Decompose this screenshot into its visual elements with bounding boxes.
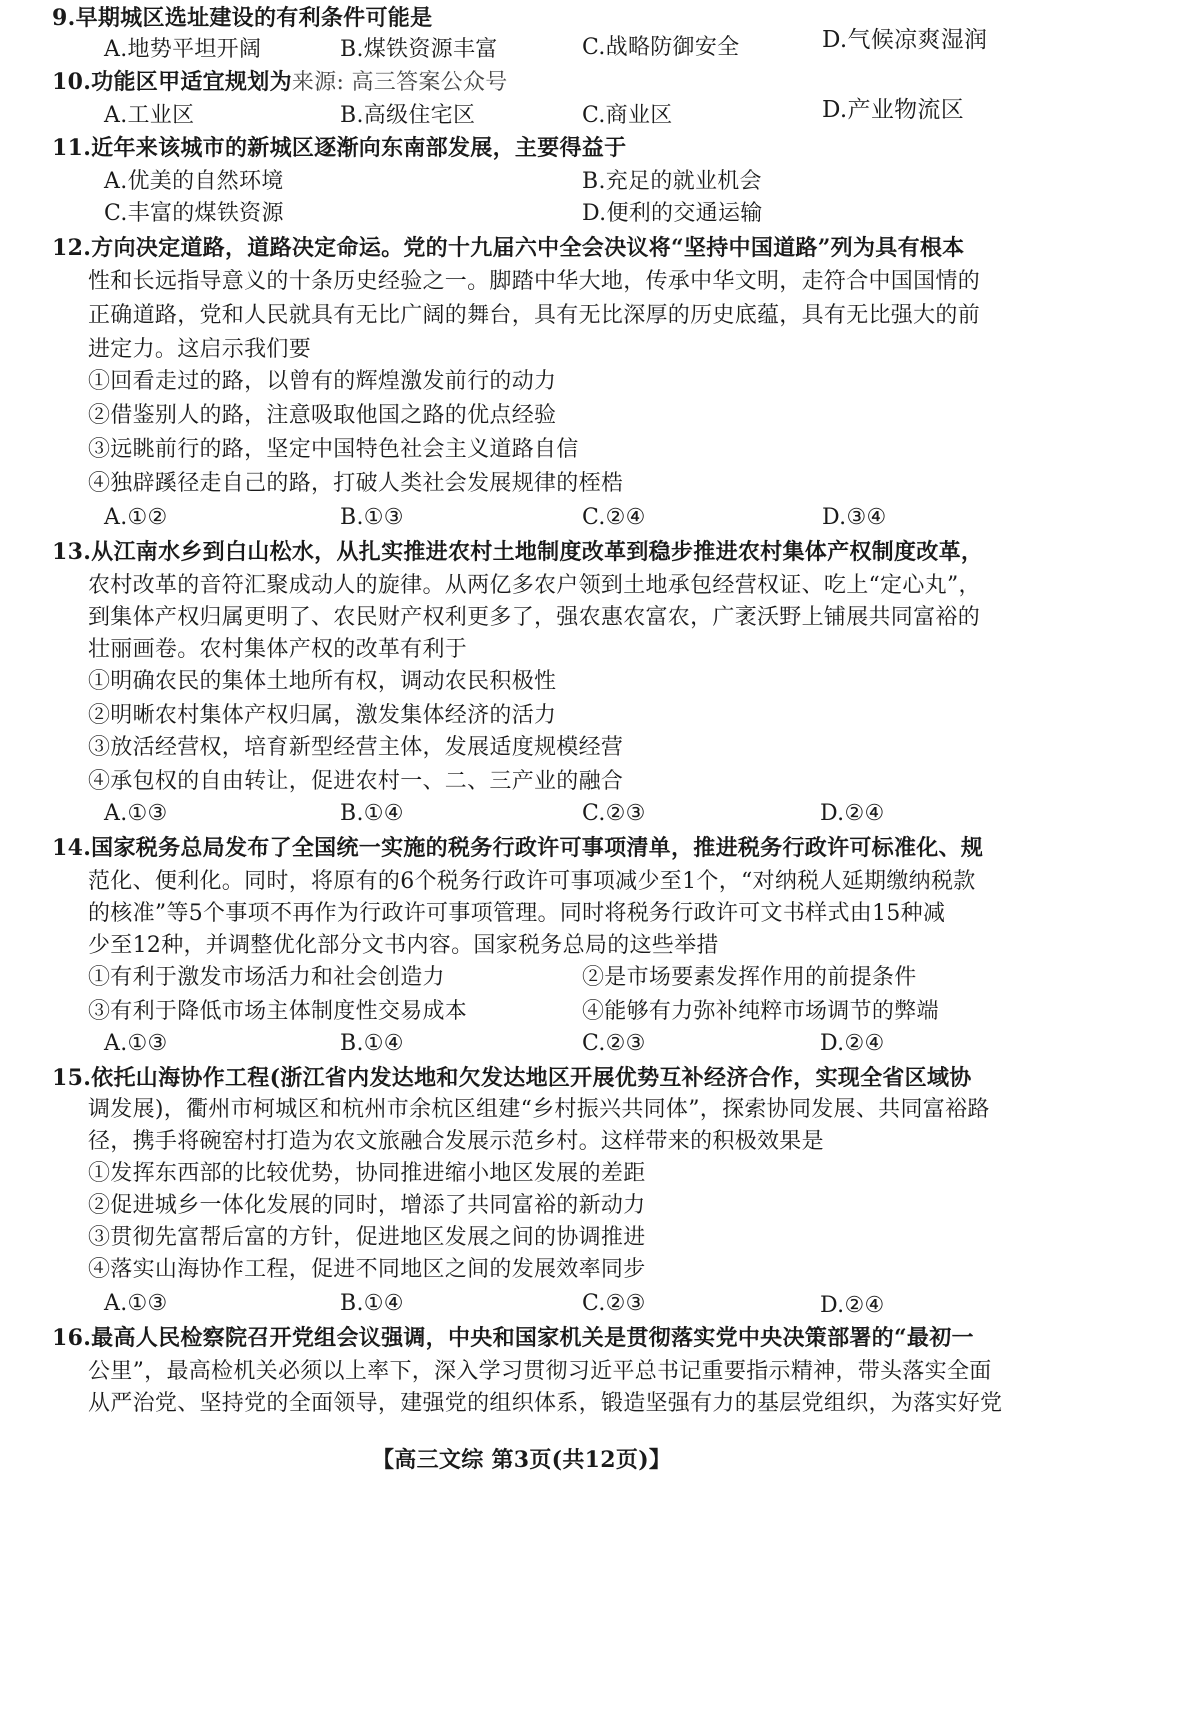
question-9-stem: 9.早期城区选址建设的有利条件可能是 xyxy=(52,5,433,31)
q10-option-b: B.高级住宅区 xyxy=(340,103,476,128)
question-11-stem: 11.近年来该城市的新城区逐渐向东南部发展，主要得益于 xyxy=(52,135,627,161)
q14-option-c: C.②③ xyxy=(582,1031,646,1056)
question-12-stem-line-2: 性和长远指导意义的十条历史经验之一。脚踏中华大地，传承中华文明，走符合中国国情的 xyxy=(88,269,981,294)
q14-option-b: B.①④ xyxy=(340,1031,404,1056)
q14-option-d: D.②④ xyxy=(820,1031,885,1056)
q12-item-3: ③远眺前行的路，坚定中国特色社会主义道路自信 xyxy=(88,437,579,462)
q13-item-1: ①明确农民的集体土地所有权，调动农民积极性 xyxy=(88,669,557,694)
question-10-stem xyxy=(52,68,508,97)
q13-option-d: D.②④ xyxy=(820,801,885,826)
q11-option-c: C.丰富的煤铁资源 xyxy=(104,201,284,226)
question-13-stem-line-4: 壮丽画卷。农村集体产权的改革有利于 xyxy=(88,637,468,662)
question-13-stem-line-2: 农村改革的音符汇聚成动人的旋律。从两亿多农户领到土地承包经营权证、吃上“定心丸”， xyxy=(88,573,981,598)
q14-item-3: ③有利于降低市场主体制度性交易成本 xyxy=(88,999,468,1024)
q10-option-a: A.工业区 xyxy=(104,103,195,128)
q15-item-2: ②促进城乡一体化发展的同时，增添了共同富裕的新动力 xyxy=(88,1193,646,1218)
q13-option-c: C.②③ xyxy=(582,801,646,826)
q13-item-3: ③放活经营权，培育新型经营主体，发展适度规模经营 xyxy=(88,735,624,760)
q13-item-2: ②明晰农村集体产权归属，激发集体经济的活力 xyxy=(88,703,557,728)
question-14-stem-line-1: 14.国家税务总局发布了全国统一实施的税务行政许可事项清单，推进税务行政许可标准化、规 xyxy=(52,835,984,861)
question-12-stem-line-3: 正确道路，党和人民就具有无比广阔的舞台，具有无比深厚的历史底蕴，具有无比强大的前 xyxy=(88,303,981,328)
q11-option-d: D.便利的交通运输 xyxy=(582,201,763,226)
q12-item-2: ②借鉴别人的路，注意吸取他国之路的优点经验 xyxy=(88,403,557,428)
question-12-stem-line-1: 12.方向决定道路，道路决定命运。党的十九届六中全会决议将“坚持中国道路”列为具有根本 xyxy=(52,235,965,261)
q15-item-1: ①发挥东西部的比较优势，协同推进缩小地区发展的差距 xyxy=(88,1161,646,1186)
question-16-stem-line-3: 从严治党、坚持党的全面领导，建强党的组织体系，锻造坚强有力的基层党组织，为落实好党 xyxy=(88,1391,1003,1416)
question-10-text: 10.功能区甲适宜规划为 xyxy=(52,69,292,95)
question-15-stem-line-1: 15.依托山海协作工程(浙江省内发达地和欠发达地区开展优势互补经济合作，实现全省区域协 xyxy=(52,1065,972,1091)
q12-option-a: A.①② xyxy=(104,505,168,530)
q9-option-a: A.地势平坦开阔 xyxy=(104,37,262,62)
q14-item-2: ②是市场要素发挥作用的前提条件 xyxy=(582,965,917,990)
q9-option-c: C.战略防御安全 xyxy=(582,35,740,60)
question-13-stem-line-1: 13.从江南水乡到白山松水，从扎实推进农村土地制度改革到稳步推进农村集体产权制度改革， xyxy=(52,539,984,565)
q9-option-d: D.气候凉爽湿润 xyxy=(822,27,988,53)
q12-item-1: ①回看走过的路，以曾有的辉煌激发前行的动力 xyxy=(88,369,557,394)
q14-option-a: A.①③ xyxy=(104,1031,168,1056)
question-12-stem-line-4: 进定力。这启示我们要 xyxy=(88,337,312,362)
q13-item-4: ④承包权的自由转让，促进农村一、二、三产业的融合 xyxy=(88,769,624,794)
q9-option-b: B.煤铁资源丰富 xyxy=(340,37,498,62)
question-16-stem-line-2: 公里”，最高检机关必须以上率下，深入学习贯彻习近平总书记重要指示精神，带头落实全面 xyxy=(88,1359,992,1384)
q15-option-d: D.②④ xyxy=(820,1293,885,1318)
q15-item-3: ③贯彻先富帮后富的方针，促进地区发展之间的协调推进 xyxy=(88,1225,646,1250)
q11-option-a: A.优美的自然环境 xyxy=(104,169,284,194)
q14-item-4: ④能够有力弥补纯粹市场调节的弊端 xyxy=(582,999,939,1024)
q10-option-c: C.商业区 xyxy=(582,103,673,128)
question-15-stem-line-2: 调发展)，衢州市柯城区和杭州市余杭区组建“乡村振兴共同体”，探索协同发展、共同富裕路 xyxy=(88,1097,990,1122)
page-footer: 【高三文综 第3页(共12页)】 xyxy=(372,1447,672,1473)
question-14-stem-line-3: 的核准”等5个事项不再作为行政许可事项管理。同时将税务行政许可文书样式由15种减 xyxy=(88,901,946,926)
question-14-stem-line-4: 少至12种，并调整优化部分文书内容。国家税务总局的这些举措 xyxy=(88,933,719,958)
q12-option-b: B.①③ xyxy=(340,505,404,530)
question-16-stem-line-1: 16.最高人民检察院召开党组会议强调，中央和国家机关是贯彻落实党中央决策部署的“最初一 xyxy=(52,1325,974,1351)
q15-option-c: C.②③ xyxy=(582,1291,646,1316)
q12-item-4: ④独辟蹊径走自己的路，打破人类社会发展规律的桎梏 xyxy=(88,471,624,496)
q15-item-4: ④落实山海协作工程，促进不同地区之间的发展效率同步 xyxy=(88,1257,646,1282)
q11-option-b: B.充足的就业机会 xyxy=(582,169,762,194)
question-14-stem-line-2: 范化、便利化。同时，将原有的6个税务行政许可事项减少至1个，“对纳税人延期缴纳税款 xyxy=(88,869,976,894)
q15-option-b: B.①④ xyxy=(340,1291,404,1316)
question-13-stem-line-3: 到集体产权归属更明了、农民财产权利更多了，强农惠农富农，广袤沃野上铺展共同富裕的 xyxy=(88,605,981,630)
q13-option-b: B.①④ xyxy=(340,801,404,826)
source-watermark-note: 来源: 高三答案公众号 xyxy=(291,70,508,95)
q15-option-a: A.①③ xyxy=(104,1291,168,1316)
q10-option-d: D.产业物流区 xyxy=(822,97,965,123)
q14-item-1: ①有利于激发市场活力和社会创造力 xyxy=(88,965,445,990)
q12-option-d: D.③④ xyxy=(822,505,887,530)
question-15-stem-line-3: 径，携手将碗窑村打造为农文旅融合发展示范乡村。这样带来的积极效果是 xyxy=(88,1129,824,1154)
q12-option-c: C.②④ xyxy=(582,505,646,530)
q13-option-a: A.①③ xyxy=(104,801,168,826)
